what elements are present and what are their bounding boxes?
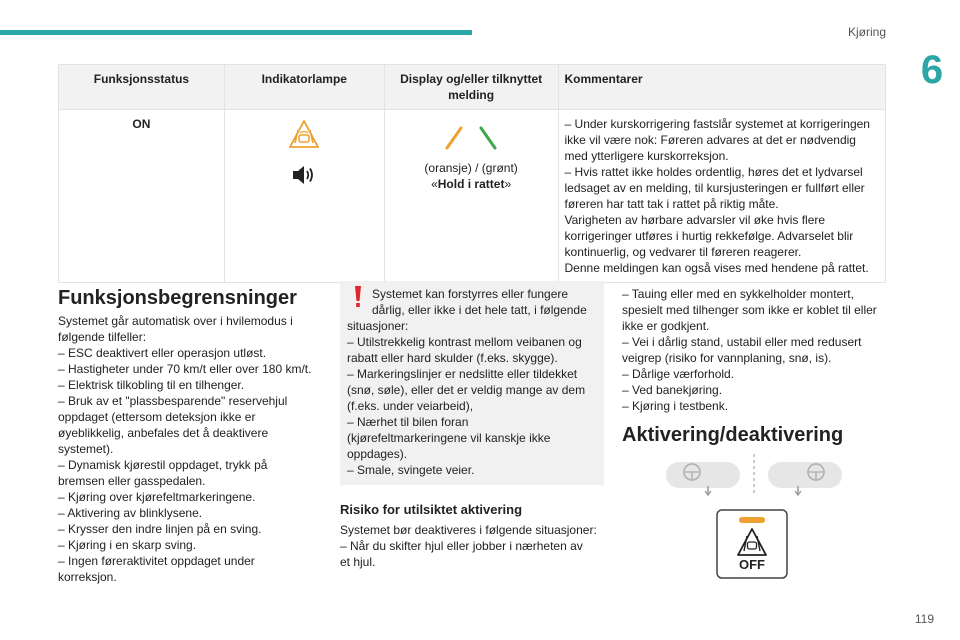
text-line: veigrep (risiko for vannplaning, snø, is).: [622, 351, 832, 365]
text-line: oppdages).: [347, 447, 408, 461]
text-line: øyeblikkelig, anbefales det å deaktivere: [58, 426, 269, 440]
text-line: – Hastigheter under 70 km/t eller over 180 km/t.: [58, 362, 312, 376]
text-line: – Markeringslinjer er nedslitte eller tildekket: [347, 367, 578, 381]
chapter-number: 6: [904, 45, 960, 95]
comment-line: korrigeringer utføres i hurtig rekkefølge. Advarselet blir: [564, 229, 854, 243]
column-header-display: Display og/eller tilknyttet melding: [384, 65, 558, 110]
column-header-indicator: Indikatorlampe: [224, 65, 384, 110]
right-column-text: [622, 286, 877, 414]
text-line: – Når du skifter hjul eller jobber i nærheten av: [340, 539, 583, 553]
text-line: – Bruk av et "plassbesparende" reservehjul: [58, 394, 288, 408]
text-line: (kjørefeltmarkeringene vil kanskje ikke: [347, 431, 551, 445]
text-line: – Dynamisk kjørestil oppdaget, trykk på: [58, 458, 268, 472]
exclamation-warning-icon: [354, 286, 362, 308]
text-line: – Smale, svingete veier.: [347, 463, 475, 477]
text-line: bremsen eller gasspedalen.: [58, 474, 206, 488]
activation-heading: Aktivering/deaktivering: [622, 424, 844, 446]
text-line: (f.eks. under veiarbeid),: [347, 399, 474, 413]
limitations-heading: Funksjonsbegrensninger: [58, 287, 297, 309]
text-line: Systemet går automatisk over i hvilemodus i: [58, 314, 293, 328]
lane-lines-icon: [391, 122, 552, 156]
comment-line: – Hvis rattet ikke holdes ordentlig, høres det et lydvarsel: [564, 165, 863, 179]
text-line: rabatt eller hard skulder (f.eks. skygge).: [347, 351, 558, 365]
column-header-status: Funksjonsstatus: [59, 65, 225, 110]
comment-line: kontinuerlig, og vedvarer til føreren reagerer.: [564, 245, 802, 259]
display-cell: [384, 110, 558, 283]
off-label: OFF: [739, 557, 765, 572]
sound-alert-icon: [231, 164, 378, 190]
comment-line: – Under kurskorrigering fastslår systemet at korrigeringen: [564, 117, 870, 131]
text-line: – Utilstrekkelig kontrast mellom veibanen og: [347, 335, 582, 349]
text-line: – Elektrisk tilkobling til en tilhenger.: [58, 378, 245, 392]
comment-line: Varigheten av hørbare advarsler vil øke hvis flere: [564, 213, 826, 227]
indicator-cell: [224, 110, 384, 283]
comment-line: med ytterligere kurskorreksjon.: [564, 149, 729, 163]
text-line: systemet).: [58, 442, 114, 456]
column-header-comments: Kommentarer: [558, 65, 885, 110]
text-line: – Nærhet til bilen foran: [347, 415, 469, 429]
table-row: [59, 110, 886, 283]
text-line: – ESC deaktivert eller operasjon utløst.: [58, 346, 267, 360]
text-line: – Tauing eller med en sykkelholder montert,: [622, 287, 854, 301]
comment-line: Denne meldingen kan også vises med hendene på rattet.: [564, 261, 869, 275]
risk-heading: Risiko for utilsiktet aktivering: [340, 502, 523, 517]
text-line: Systemet bør deaktiveres i følgende situasjoner:: [340, 523, 597, 537]
display-color-caption: (oransje) / (grønt): [424, 161, 518, 175]
lane-departure-warning-icon: [231, 118, 378, 156]
text-line: – Vei i dårlig stand, ustabil eller med redusert: [622, 335, 862, 349]
text-line: situasjoner:: [347, 319, 409, 333]
page-number: 119: [914, 612, 934, 626]
limitations-text: [58, 313, 311, 585]
text-line: – Kjøring i en skarp sving.: [58, 538, 197, 552]
display-message-line: [391, 176, 552, 192]
text-line: (snø, søle), eller det er veldig mange av dem: [347, 383, 586, 397]
text-line: korreksjon.: [58, 570, 117, 584]
text-line: Systemet kan forstyrres eller fungere: [372, 287, 569, 301]
text-line: spesielt med tilhenger som ikke er koblet til eller: [622, 303, 877, 317]
text-line: – Dårlige værforhold.: [622, 367, 735, 381]
comment-line: føreren har tatt tak i rattet på riktig måte.: [564, 197, 779, 211]
quote-close: »: [504, 177, 512, 191]
text-line: et hjul.: [340, 555, 376, 569]
comment-line: ikke vil være nok: Føreren advares at det er nødvendig: [564, 133, 856, 147]
text-line: følgende tilfeller:: [58, 330, 147, 344]
quote-open: «: [431, 177, 438, 191]
risk-text: [340, 522, 597, 570]
comment-line: ledsaget av en melding, til kursjusteringen er fullført eller: [564, 181, 865, 195]
text-line: – Ingen føreraktivitet oppdaget under: [58, 554, 255, 568]
text-line: oppdaget (ettersom deteksjon ikke er: [58, 410, 256, 424]
warning-text: [347, 318, 585, 478]
table-header-row: [59, 65, 886, 110]
header-accent-bar: [0, 30, 472, 35]
text-line: – Krysser den indre linjen på en sving.: [58, 522, 262, 536]
text-line: – Aktivering av blinklysene.: [58, 506, 203, 520]
text-line: dårlig, eller ikke i det hele tatt, i følgende: [372, 303, 587, 317]
lane-assist-off-button[interactable]: [716, 509, 788, 579]
section-title: Kjøring: [847, 25, 886, 39]
status-cell: ON: [59, 110, 225, 283]
function-status-table: [58, 64, 886, 283]
text-line: – Kjøring i testbenk.: [622, 399, 729, 413]
steering-wheel-controls-illustration: [666, 452, 842, 498]
text-line: – Ved banekjøring.: [622, 383, 723, 397]
text-line: – Kjøring over kjørefeltmarkeringene.: [58, 490, 256, 504]
warning-text-first-lines: [372, 286, 587, 318]
display-message: Hold i rattet: [437, 177, 505, 191]
comment-cell: [558, 110, 885, 283]
text-line: ikke er godkjent.: [622, 319, 710, 333]
